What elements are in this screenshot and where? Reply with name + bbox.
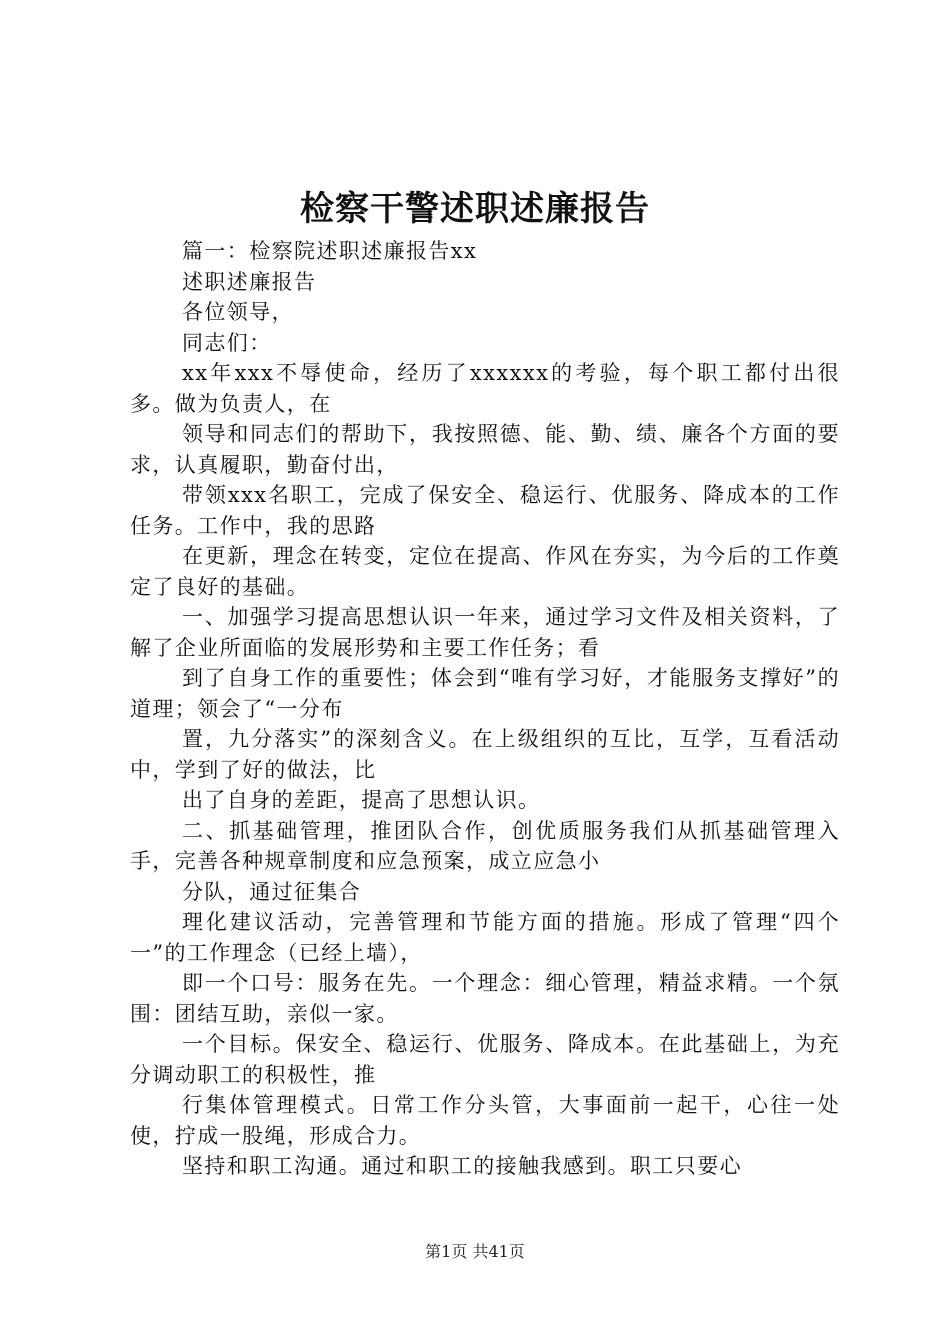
page-footer: [0, 1240, 950, 1264]
page-indicator: 第1页 共41页: [425, 1242, 525, 1261]
paragraph: 行集体管理模式。日常工作分头管，大事面前一起干，心往一处使，拧成一股绳，形成合力。: [130, 1093, 840, 1148]
paragraph: 坚持和职工沟通。通过和职工的接触我感到。职工只要心: [182, 1154, 742, 1178]
document-title: 检察干警述职述廉报告: [300, 189, 650, 229]
paragraph: 各位领导，: [182, 300, 294, 324]
paragraph: 在更新，理念在转变，定位在提高、作风在夯实，为今后的工作奠定了良好的基础。: [130, 544, 840, 599]
paragraph: 置，九分落实”的深刻含义。在上级组织的互比，互学，互看活动中，学到了好的做法，比: [130, 727, 840, 782]
paragraph: 到了自身工作的重要性；体会到“唯有学习好，才能服务支撑好”的道理；领会了“一分布: [130, 666, 840, 721]
paragraph: 领导和同志们的帮助下，我按照德、能、勤、绩、廉各个方面的要求，认真履职，勤奋付出，: [130, 422, 840, 477]
paragraph: 带领xxx名职工，完成了保安全、稳运行、优服务、降成本的工作任务。工作中，我的思路: [130, 483, 840, 538]
paragraph: 即一个口号：服务在先。一个理念：细心管理，精益求精。一个氛围：团结互助，亲似一家。: [130, 971, 840, 1026]
paragraph: 一个目标。保安全、稳运行、优服务、降成本。在此基础上，为充分调动职工的积极性，推: [130, 1032, 840, 1087]
document-body: [130, 236, 840, 1182]
paragraph: 同志们：: [182, 330, 272, 355]
paragraph: 理化建议活动，完善管理和节能方面的措施。形成了管理“四个一”的工作理念（已经上墙），: [130, 910, 840, 965]
paragraph: xx年xxx不辱使命，经历了xxxxxx的考验，每个职工都付出很多。做为负责人，在: [130, 361, 840, 416]
paragraph: 篇一：检察院述职述廉报告xx: [182, 239, 478, 263]
paragraph: 二、抓基础管理，推团队合作，创优质服务我们从抓基础管理入手，完善各种规章制度和应急预案，成立应急小: [130, 818, 840, 873]
paragraph: 分队，通过征集合: [182, 879, 362, 904]
paragraph: 述职述廉报告: [182, 269, 317, 294]
paragraph: 一、加强学习提高思想认识一年来，通过学习文件及相关资料，了解了企业所面临的发展形势和主要工作任务；看: [130, 605, 840, 660]
paragraph: 出了自身的差距，提高了思想认识。: [182, 788, 541, 812]
